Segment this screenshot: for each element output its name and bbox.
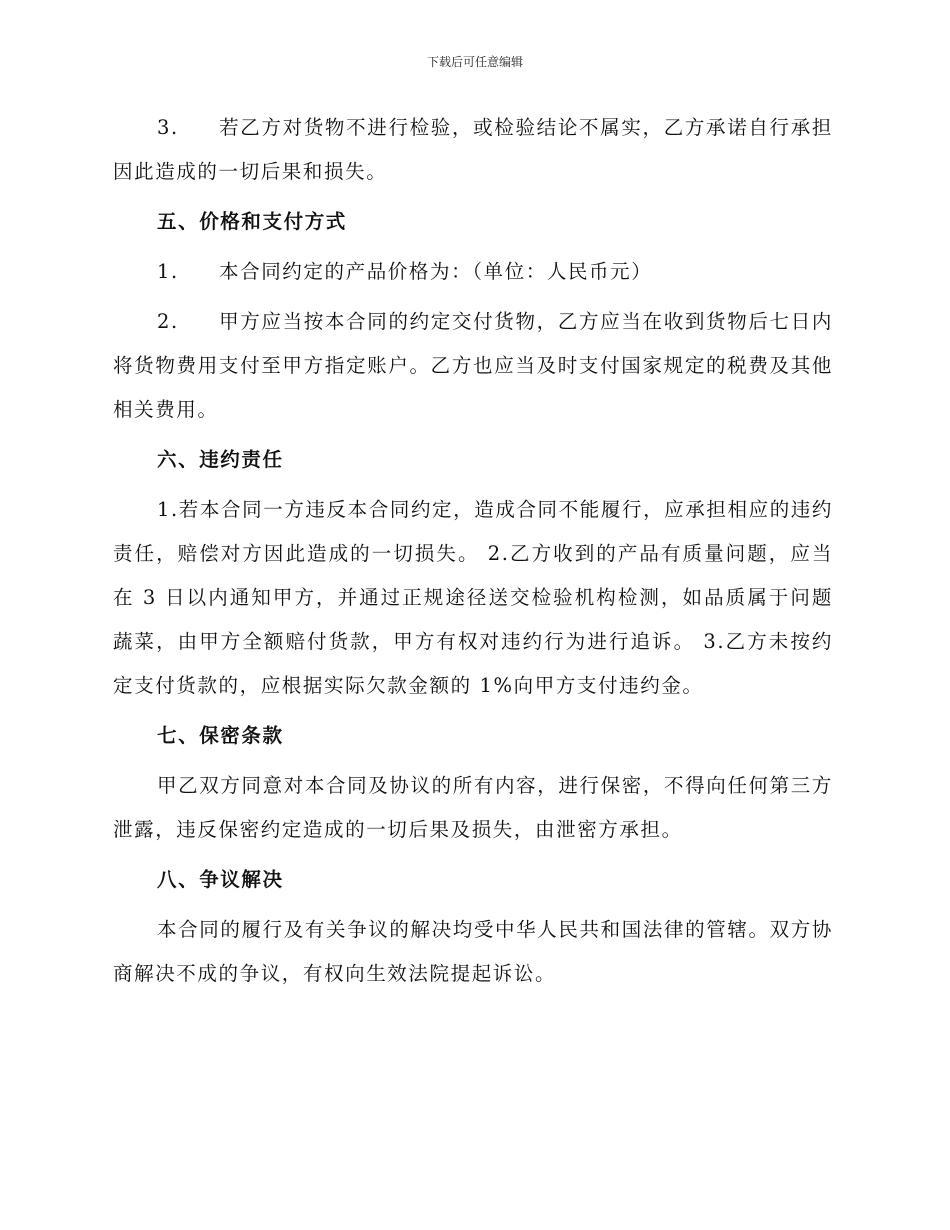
clause-1-price [113, 250, 833, 294]
section-heading-price-payment: 五、价格和支付方式 [157, 210, 347, 233]
clause-text: 甲方应当按本合同的约定交付货物，乙方应当在收到货物后七日内将货物费用支付至甲方指定账户。乙方也应当及时支付国家规定的税费及其他相关费用。 [113, 310, 833, 421]
liability-paragraph: 1.若本合同一方违反本合同约定，造成合同不能履行，应承担相应的违约责任，赔偿对方因此造成的一切损失。 2.乙方收到的产品有质量问题，应当在 3 日以内通知甲方，并通过正规途径送交检验机构检测，如品质属于问题蔬菜，由甲方全额赔付货款，甲方有权对违约行为进行追诉。 3.乙方未按约定支付货款的，应根据实际欠款金额的 1%向甲方支付违约金。 [113, 498, 833, 697]
page-header: 下载后可任意编辑 [426, 55, 523, 69]
clause-number: 1. [157, 260, 179, 283]
confidentiality-paragraph: 甲乙双方同意对本合同及协议的所有内容，进行保密，不得向任何第三方泄露，违反保密约定造成的一切后果及损失，由泄密方承担。 [113, 774, 833, 841]
clause-text: 若乙方对货物不进行检验，或检验结论不属实，乙方承诺自行承担因此造成的一切后果和损失。 [113, 116, 833, 183]
dispute-paragraph: 本合同的履行及有关争议的解决均受中华人民共和国法律的管辖。双方协商解决不成的争议，有权向生效法院提起诉讼。 [113, 918, 833, 985]
clause-3-inspection [113, 106, 833, 194]
clause-number: 2. [157, 310, 179, 333]
section-heading-liability: 六、违约责任 [157, 448, 284, 471]
clause-2-payment [113, 300, 833, 432]
clause-number: 3. [157, 116, 179, 139]
clause-text: 本合同约定的产品价格为：（单位：人民币元） [219, 260, 653, 283]
section-heading-dispute: 八、争议解决 [157, 868, 284, 891]
section-heading-confidentiality: 七、保密条款 [157, 724, 284, 747]
document-body [113, 106, 833, 1002]
